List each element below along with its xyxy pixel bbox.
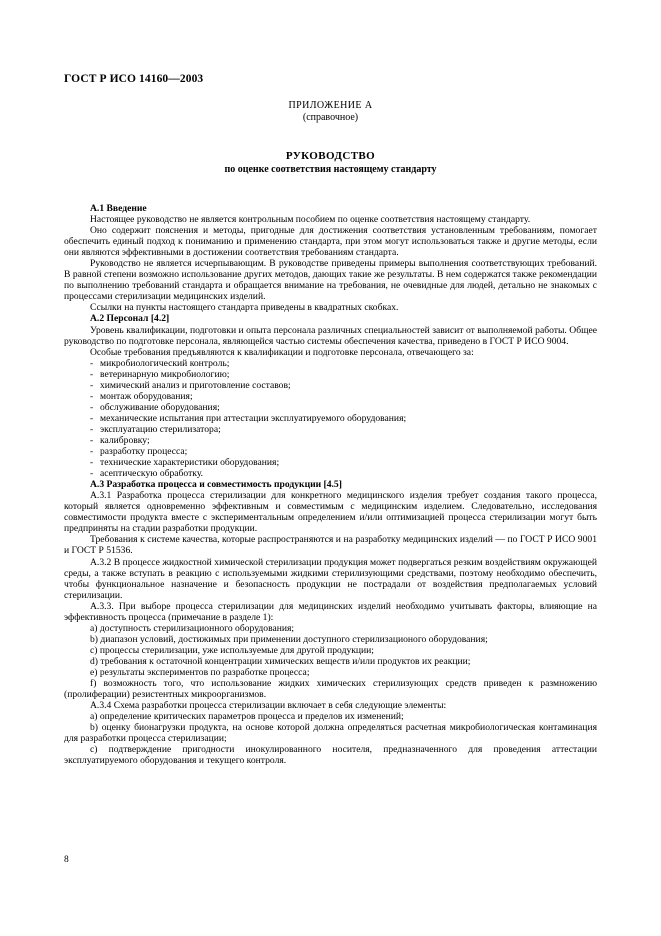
guide-title: РУКОВОДСТВО [285,150,376,162]
list-item [64,424,597,435]
section-a3-paragraph: А.3.1 Разработка процесса стерилизации для конкретного медицинского изделия требует создания такого процесса, который является одновременно эффективным и совместимым с медицинским изделием. Следовательно, исследования совместимости продукта вместе с экспериментальным определением и/или оптимизацией процесса стерилизации могут быть предприняты на стадии разработки продукции. [64,490,597,535]
list-dash: - [90,434,94,446]
list-item [64,435,597,446]
list-item-text: калибровку; [100,434,150,446]
list-item [64,369,597,380]
section-a3-paragraph: А.3.4 Схема разработки процесса стерилизации включает в себя следующие элементы: [90,700,447,712]
element-item: b) оценку бионагрузки продукта, на основе которой должна определяться расчетная микробиологическая контаминация для разработки процесса стерилизации; [64,722,597,745]
list-item-text: обслуживание оборудования; [100,401,220,413]
factor-item: e) результаты экспериментов по разработке процесса; [90,666,310,678]
list-dash: - [90,390,94,402]
list-item [64,468,597,479]
factor-item: b) диапазон условий, достижимых при применении доступного стерилизационого оборудования; [90,633,488,645]
list-item-text: микробиологический контроль; [100,357,230,369]
list-dash: - [90,412,94,424]
list-dash: - [90,379,94,391]
list-item [64,402,597,413]
element-item: а) определение критических параметров процесса и пределов их изменений; [90,711,404,723]
factor-item: a) доступность стерилизационного оборудования; [90,622,295,634]
list-item-text: технические характеристики оборудования; [100,457,280,469]
list-dash: - [90,446,94,458]
section-a1-paragraph: Ссылки на пункты настоящего стандарта приведены в квадратных скобках. [90,302,399,314]
document-code-header: ГОСТ Р ИСО 14160—2003 [64,73,204,85]
section-a2-paragraph: Особые требования предъявляются к квалификации и подготовке персонала, отвечающего за: [90,346,474,358]
list-item [64,391,597,402]
section-a3-heading: А.3 Разработка процесса и совместимость продукции [4.5] [90,479,342,491]
list-dash: - [90,357,94,369]
factor-item: c) процессы стерилизации, уже используемые для другой продукции; [90,644,374,656]
list-item [64,380,597,391]
list-item [64,457,597,468]
section-a1-paragraph: Настоящее руководство не является контрольным пособием по оценке соответствия настоящему стандарту. [90,214,531,226]
section-a3-paragraph: А.3.2 В процессе жидкостной химической стерилизации продукция может подвергаться резким воздействиям окружающей среды, а также вступать в реакцию с используемыми жидкими стерилизующими средствами, поэтому необходимо обеспечить, чтобы функциональное назначение и безопасность продукции не пострадали от воздействия предполагаемых условий стерилизации. [64,556,597,601]
factor-item: f) возможность того, что использование жидких химических стерилизующих средств приведен к размножению (пролиферации) резистентных микроорганизмов. [64,678,597,701]
list-dash: - [90,401,94,413]
section-a1-paragraph: Руководство не является исчерпывающим. В руководстве приведены примеры выполнения соответствующих требований. В равной степени возможно использование других методов, дающих такие же результаты. В нем содержатся также рекомендации по выполнению требований стандарта и обращается внимание на требования, не очевидные для людей, детально не знакомых с процессами стерилизации медицинских изделий. [64,258,597,303]
element-item: c) подтверждение пригодности инокулированного носителя, предназначенного для проведения аттестации эксплуатируемого оборудования и текущего контроля. [64,744,597,767]
list-item [64,446,597,457]
page-number: 8 [64,855,69,865]
list-item-text: асептическую обработку. [100,468,204,480]
document-body [64,203,597,766]
section-a2-heading: А.2 Персонал [4.2] [90,313,170,325]
list-item-text: ветеринарную микробиологию; [100,368,230,380]
list-dash: - [90,468,94,480]
section-a3-paragraph: Требования к системе качества, которые распространяются и на разработку медицинских изделий — по ГОСТ Р ИСО 9001 и ГОСТ Р 51536. [64,534,597,557]
list-item-text: разработку процесса; [100,446,188,458]
list-item [64,358,597,369]
annex-title: ПРИЛОЖЕНИЕ А [288,100,373,111]
list-item-text: монтаж оборудования; [100,390,193,402]
list-dash: - [90,457,94,469]
list-dash: - [90,423,94,435]
list-item-text: эксплуатацию стерилизатора; [100,423,221,435]
section-a1-heading: А.1 Введение [90,203,147,214]
factor-item: d) требования к остаточной концентрации химических веществ и/или продуктов их реакции; [90,655,471,667]
list-item-text: химический анализ и приготовление составов; [100,379,291,391]
section-a2-paragraph: Уровень квалификации, подготовки и опыта персонала различных специальностей зависит от выполняемой работы. Общее руководство по подготовке персонала, являющейся частью системы обеспечения качества, приведено в ГОСТ Р ИСО 9004. [64,324,597,347]
annex-subtitle: (справочное) [302,112,359,123]
list-dash: - [90,368,94,380]
list-item [64,413,597,424]
guide-subtitle: по оценке соответствия настоящему стандарту [224,164,437,175]
section-a1-paragraph: Оно содержит пояснения и методы, пригодные для достижения соответствия установленным требованиям, помогает обеспечить единый подход к пониманию и применению стандарта, при этом могут использоваться также и другие методы, если они являются эффективными в достижении соответствия требованиям стандарта. [64,225,597,259]
list-item-text: механические испытания при аттестации эксплуатируемого оборудования; [100,412,407,424]
section-a3-paragraph: А.3.3. При выборе процесса стерилизации для медицинских изделий необходимо учитывать факторы, влияющие на эффективность процесса (примечание в разделе 1): [64,600,597,623]
personnel-requirements-list [64,358,597,480]
